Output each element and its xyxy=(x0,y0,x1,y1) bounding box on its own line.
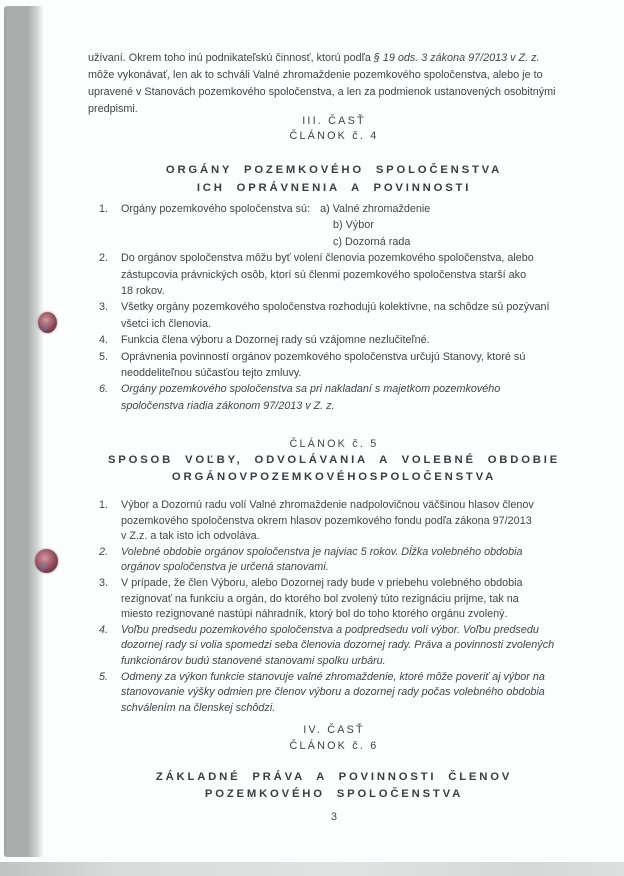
item-text xyxy=(121,299,550,332)
article5-list xyxy=(88,498,580,716)
text-line: Odmeny za výkon funkcie stanovuje valné zhromaždenie, ktoré môže poveriť aj výbor na xyxy=(121,670,545,683)
article6-title-line2: POZEMKOVÉHO SPOLOČENSTVA xyxy=(204,788,464,800)
text-line: rezignovať na funkciu a orgán, do ktorého bol zvolený túto rezignáciu prijme, tak na xyxy=(121,592,519,605)
text-line: Volebné obdobie orgánov spoločenstva je najviac 5 rokov. Dĺžka volebného obdobia xyxy=(121,545,523,558)
intro-paragraph xyxy=(88,50,580,118)
article5-title xyxy=(88,452,580,486)
item-number: 3. xyxy=(99,576,109,589)
option-c: c) Dozorná rada xyxy=(333,235,411,248)
list-item xyxy=(88,576,580,623)
option-a: a) Valné zhromaždenie xyxy=(320,203,431,215)
text-line: schválením na členskej schôdzi. xyxy=(121,701,276,714)
text-line: Oprávnenia povinností orgánov pozemkového spoločenstva určujú Stanovy, ktoré sú xyxy=(121,350,526,363)
option-b: b) Výbor xyxy=(333,219,374,232)
article-label: ČLÁNOK č. 6 xyxy=(289,740,379,752)
text-line: môže vykonávať, len ak to schváli Valné zhromaždenie pozemkového spoločenstva, alebo je to xyxy=(88,69,543,81)
scan-edge-bottom xyxy=(0,862,624,876)
article5-label: ČLÁNOK č. 5 xyxy=(289,438,379,450)
text-line: stanovovanie výšky odmien pre členov výboru a dozornej rady počas volebného obdobia xyxy=(121,686,545,699)
item-number: 5. xyxy=(99,670,109,683)
article4-title xyxy=(88,162,580,197)
item-number: 5. xyxy=(99,350,109,363)
text-line: funkcionárov budú stanovené stanovami spolku urbáru. xyxy=(121,654,386,667)
text-line: Všetky orgány pozemkového spoločenstva rozhodujú kolektívne, na schôdze sú pozývaní xyxy=(121,301,550,314)
text-line: Orgány pozemkového spoločenstva sa pri nakladaní s majetkom pozemkového xyxy=(121,383,501,396)
item-number: 4. xyxy=(99,334,109,347)
item-text xyxy=(121,332,430,348)
text-line: Voľbu predsedu pozemkového spoločenstva a podpredsedu volí výbor. Voľbu predsedu xyxy=(121,623,539,636)
article4-title-line1: ORGÁNY POZEMKOVÉHO SPOLOČENSTVA xyxy=(165,164,503,176)
text-line: Do orgánov spoločenstva môžu byť volení členovia pozemkového spoločenstva, alebo xyxy=(121,252,534,265)
item-text xyxy=(121,498,534,545)
text-line: v Z.z. a tak isto ich odvoláva. xyxy=(121,530,260,543)
text-line: pozemkového spoločenstva okrem hlasov pozemkového fondu podľa zákona 97/2013 xyxy=(121,514,532,527)
text-line: upravené v Stanovách pozemkového spoločenstva, a len za podmienok ustanovených osobitnými xyxy=(88,86,556,98)
item-intro: Orgány pozemkového spoločenstva sú: xyxy=(121,203,311,215)
article4-title-line2: ICH OPRÁVNENIA A POVINNOSTI xyxy=(196,181,472,194)
list-item xyxy=(88,381,580,414)
article6-title xyxy=(88,769,580,803)
text-line: spoločenstva riadia zákonom 97/2013 v Z. z. xyxy=(121,399,335,412)
article5-title-line1: SPOSOB VOĽBY, ODVOLÁVANIA A VOLEBNÉ OBDOBIE xyxy=(107,454,561,466)
binding-grommet-bottom xyxy=(35,549,58,573)
text-line xyxy=(121,201,430,217)
part-label: III. ČASŤ xyxy=(302,115,366,127)
binding-grommet-top xyxy=(38,312,57,333)
article-label: ČLÁNOK č. 4 xyxy=(289,129,379,142)
item-text xyxy=(121,623,554,670)
text-line: 18 rokov. xyxy=(121,285,165,298)
intro-text-normal: užívaní. Okrem toho inú podnikateľskú činnosť, ktorú podľa xyxy=(88,52,374,64)
text-line: V prípade, že člen Výboru, alebo Dozornej rady bude v priebehu volebného obdobia xyxy=(121,576,523,589)
item-text xyxy=(121,670,545,717)
text-line: miesto rezignované nastúpi náhradník, ktorý bol do toho ktorého orgánu zvolený. xyxy=(121,608,508,621)
text-line: Výbor a Dozornú radu volí Valné zhromaždenie nadpolovičnou väčšinou hlasov členov xyxy=(121,499,534,511)
page-number: 3 xyxy=(330,811,337,823)
item-text xyxy=(121,201,430,250)
item-number: 3. xyxy=(99,301,109,314)
text-line: neoddeliteľnou súčasťou tejto zmluvy. xyxy=(121,367,302,380)
text-line: všetci ich členovia. xyxy=(121,317,212,330)
part-heading-4 xyxy=(88,722,580,754)
text-line: dozornej rady si volia spomedzi seba členovia dozornej rady. Práva a povinnosti zvolených xyxy=(121,639,555,652)
item-text xyxy=(121,250,534,299)
list-item xyxy=(88,299,580,332)
page-spine-shadow xyxy=(4,6,44,857)
item-number: 2. xyxy=(99,545,109,558)
item-text xyxy=(121,545,523,576)
text-line xyxy=(88,50,580,67)
intro-text-italic-citation: § 19 ods. 3 zákona 97/2013 v Z. z. xyxy=(373,52,540,64)
item-number: 2. xyxy=(99,252,109,265)
text-line: Funkcia člena výboru a Dozornej rady sú vzájomne nezlučiteľné. xyxy=(121,334,430,347)
list-item xyxy=(88,201,580,250)
text-line: predpismi. xyxy=(88,103,138,115)
list-item xyxy=(88,332,580,348)
part-heading-3 xyxy=(88,114,580,143)
article6-title-line1: ZÁKLADNÉ PRÁVA A POVINNOSTI ČLENOV xyxy=(155,771,513,783)
item-number: 1. xyxy=(99,203,109,215)
item-number: 6. xyxy=(99,383,109,396)
list-item xyxy=(88,670,580,717)
item-text xyxy=(121,576,523,623)
list-item xyxy=(88,250,580,299)
item-text xyxy=(121,381,500,414)
list-item xyxy=(88,545,580,576)
intro-paragraph-lines xyxy=(88,67,580,118)
list-item xyxy=(88,349,580,382)
list-item xyxy=(88,623,580,670)
part-label: IV. ČASŤ xyxy=(303,724,365,736)
item-text xyxy=(121,349,525,382)
text-line: zástupcovia právnických osôb, ktorí sú členmi pozemkového spoločenstva starší ako xyxy=(121,268,527,281)
article4-list xyxy=(88,201,580,414)
item-number: 1. xyxy=(99,499,109,511)
article5-title-line2: ORGÁNOVPOZEMKOVÉHOSPOLOČENSTVA xyxy=(171,471,497,483)
item-number: 4. xyxy=(99,623,109,636)
text-line: orgánov spoločenstva je určená stanovami. xyxy=(121,561,329,574)
list-item xyxy=(88,498,580,545)
